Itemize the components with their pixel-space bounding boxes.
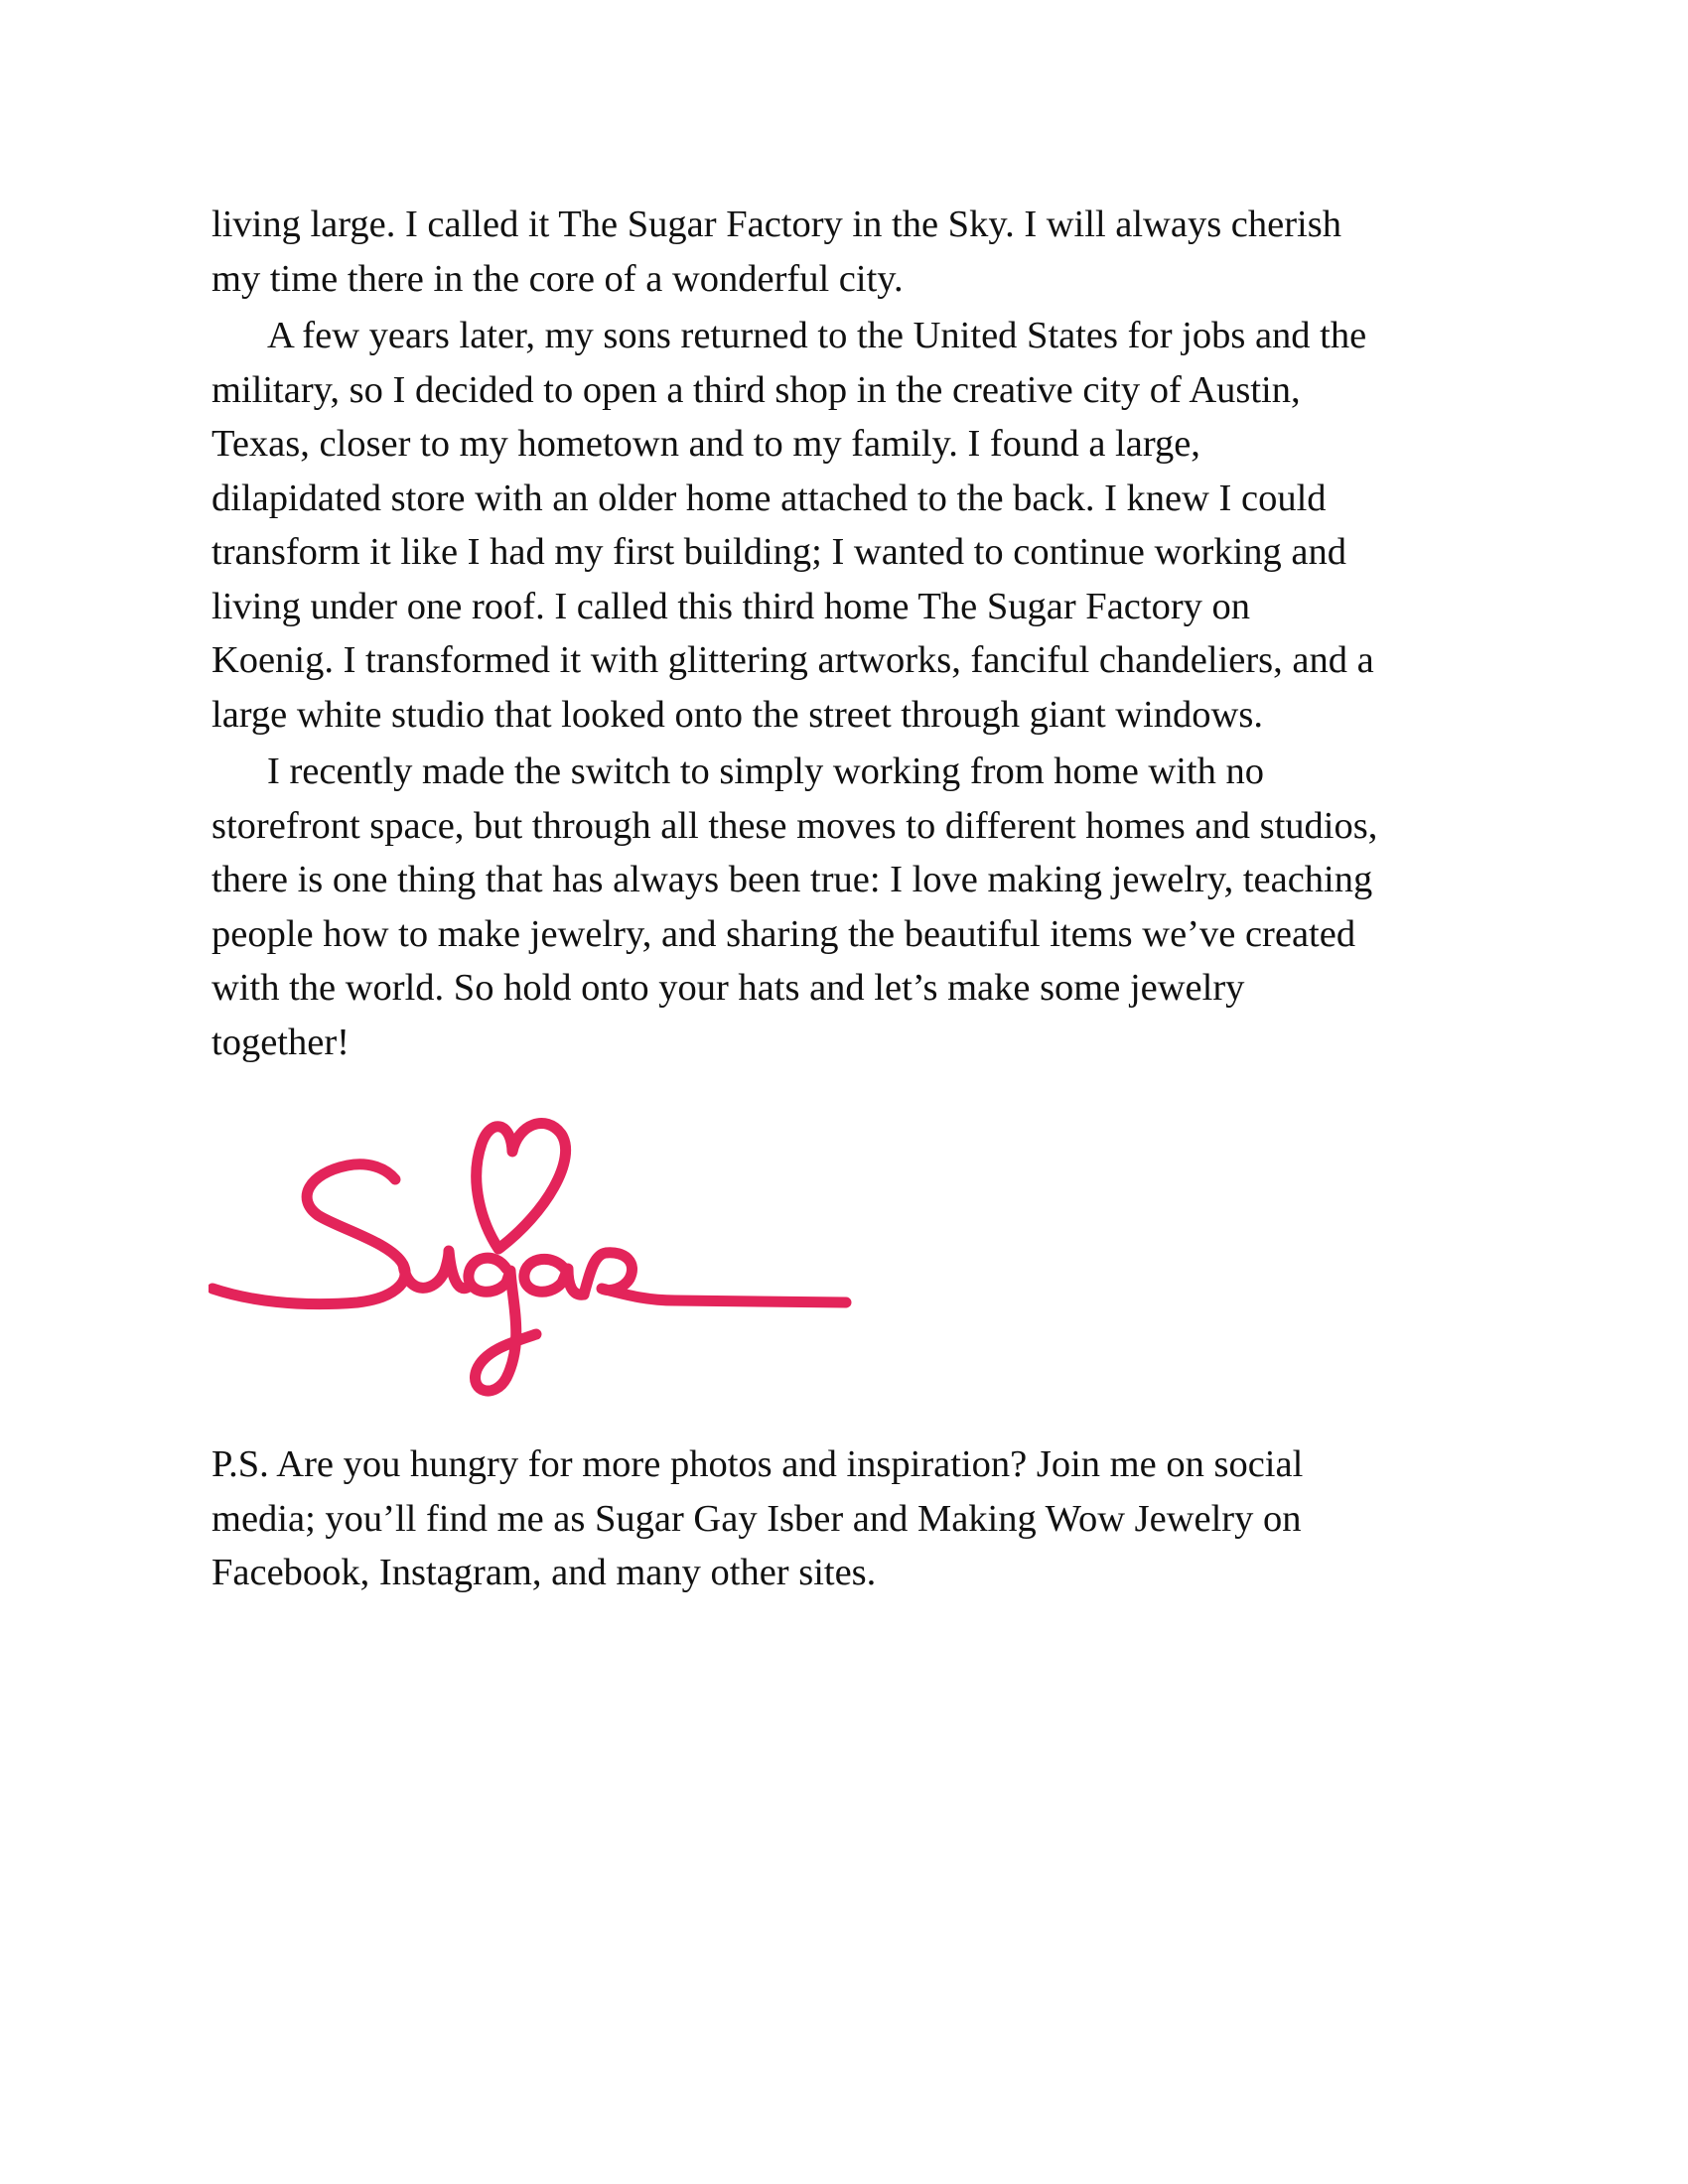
signature-s-stroke [212, 1164, 405, 1304]
text-line: P.S. Are you hungry for more photos and inspiration? Join me on social [211, 1443, 1304, 1485]
text-line: living large. I called it The Sugar Factory in the Sky. I will always cherish [211, 204, 1341, 245]
signature-u-stroke [403, 1251, 469, 1289]
text-line: Koenig. I transformed it with glittering artworks, fanciful chandeliers, and a [211, 639, 1374, 681]
signature-a-stroke [524, 1259, 584, 1295]
text-line: people how to make jewelry, and sharing the beautiful items we’ve created [211, 912, 1356, 955]
text-line: dilapidated store with an older home attached to the back. I knew I could [211, 477, 1327, 519]
text-line: large white studio that looked onto the street through giant windows. [211, 693, 1263, 736]
postscript-paragraph [211, 1437, 1502, 1600]
heart-icon [477, 1124, 566, 1249]
text-line: storefront space, but through all these moves to different homes and studios, [211, 804, 1378, 847]
text-line: media; you’ll find me as Sugar Gay Isber and Making Wow Jewelry on [211, 1497, 1302, 1540]
text-line: together! [211, 1021, 350, 1063]
text-line: Texas, closer to my hometown and to my family. I found a large, [211, 423, 1200, 465]
paragraph-2 [211, 309, 1502, 742]
paragraph-3 [211, 745, 1502, 1069]
paragraph-1 [211, 198, 1502, 306]
text-line: transform it like I had my first building; I wanted to continue working and [211, 531, 1347, 573]
sugar-heart-signature [209, 1104, 854, 1402]
text-line: I recently made the switch to simply working from home with no [267, 751, 1265, 792]
text-line: with the world. So hold onto your hats and let’s make some jewelry [211, 967, 1245, 1009]
text-line: my time there in the core of a wonderful city. [211, 257, 904, 300]
text-line: A few years later, my sons returned to the United States for jobs and the [267, 315, 1367, 356]
postscript-text [211, 1437, 1502, 1600]
text-line: Facebook, Instagram, and many other sites. [211, 1552, 877, 1593]
text-line: there is one thing that has always been true: I love making jewelry, teaching [211, 859, 1373, 900]
text-line: military, so I decided to open a third shop in the creative city of Austin, [211, 368, 1301, 411]
signature-r-stroke [584, 1253, 846, 1302]
signature-image [209, 1104, 854, 1402]
body-text [211, 198, 1502, 1069]
text-line: living under one roof. I called this third home The Sugar Factory on [211, 585, 1251, 627]
